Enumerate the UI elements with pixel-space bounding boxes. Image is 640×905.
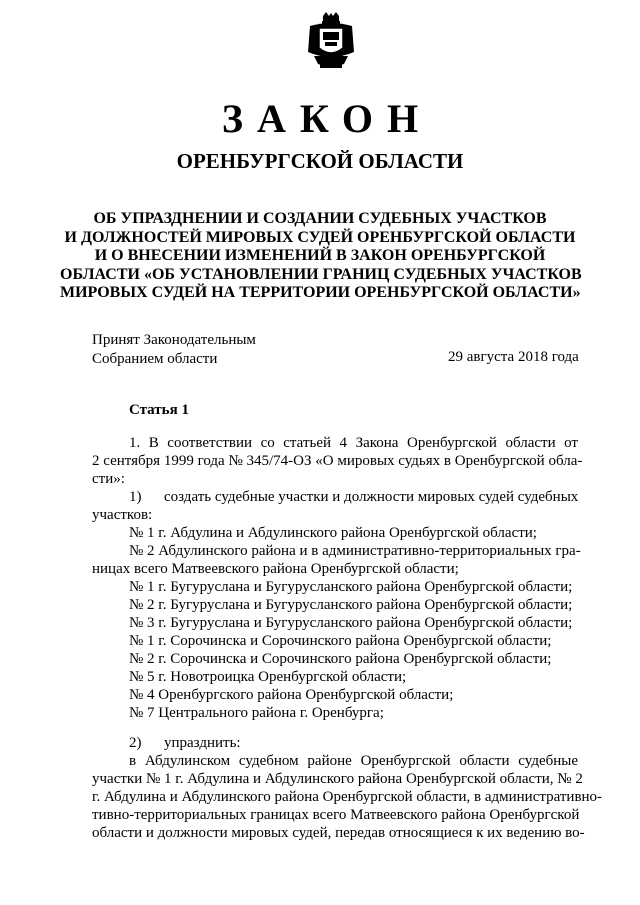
body-line: № 1 г. Абдулина и Абдулинского района Оренбургской области; xyxy=(129,525,537,541)
body-line: № 2 г. Сорочинска и Сорочинского района Оренбургской области; xyxy=(129,651,552,667)
body-line: № 1 г. Сорочинска и Сорочинского района Оренбургской области; xyxy=(129,633,552,649)
body-line: № 2 г. Бугуруслана и Бугурусланского района Оренбургской области; xyxy=(129,597,573,613)
adopted-date: 29 августа 2018 года xyxy=(448,349,579,365)
body-line: № 3 г. Бугуруслана и Бугурусланского района Оренбургской области; xyxy=(129,615,573,631)
subtitle-line: ОБЛАСТИ «ОБ УСТАНОВЛЕНИИ ГРАНИЦ СУДЕБНЫХ УЧАСТКОВ xyxy=(60,265,582,283)
subtitle-line: МИРОВЫХ СУДЕЙ НА ТЕРРИТОРИИ ОРЕНБУРГСКОЙ ОБЛАСТИ» xyxy=(60,284,581,301)
subtitle-line: И О ВНЕСЕНИИ ИЗМЕНЕНИЙ В ЗАКОН ОРЕНБУРГСКОЙ xyxy=(94,247,546,264)
adopted-line: Принят Законодательным xyxy=(92,332,256,348)
body-line: 2 сентября 1999 года № 345/74-ОЗ «О мировых судьях в Оренбургской обла- xyxy=(92,453,583,469)
subtitle-line: И ДОЛЖНОСТЕЙ МИРОВЫХ СУДЕЙ ОРЕНБУРГСКОЙ ОБЛАСТИ xyxy=(64,228,576,246)
body-line: сти»: xyxy=(92,471,125,487)
coat-of-arms-icon xyxy=(306,12,356,70)
body-line: 1. В соответствии со статьей 4 Закона Оренбургской области от xyxy=(129,435,578,451)
adopted-by xyxy=(92,331,256,368)
law-region: ОРЕНБУРГСКОЙ ОБЛАСТИ xyxy=(176,149,464,173)
body-line: 2) упразднить: xyxy=(129,735,241,751)
body-line: участки № 1 г. Абдулина и Абдулинского района Оренбургской области, № 2 xyxy=(92,771,583,787)
body-line: № 1 г. Бугуруслана и Бугурусланского района Оренбургской области; xyxy=(129,579,573,595)
body-line: тивно-территориальных границах всего Матвеевского района Оренбургской xyxy=(92,807,580,823)
law-subtitle xyxy=(60,210,580,303)
body-line: № 2 Абдулинского района и в административно-территориальных гра- xyxy=(129,543,581,559)
body-line: в Абдулинском судебном районе Оренбургской области судебные xyxy=(129,753,578,769)
subtitle-line: ОБ УПРАЗДНЕНИИ И СОЗДАНИИ СУДЕБНЫХ УЧАСТКОВ xyxy=(93,210,547,227)
body-line: участков: xyxy=(92,507,153,523)
article-heading: Статья 1 xyxy=(129,402,189,418)
adopted-line: Собранием области xyxy=(92,350,218,367)
body-line: г. Абдулина и Абдулинского района Оренбургской области, в административно- xyxy=(92,789,603,805)
body-line: области и должности мировых судей, передав относящиеся к их ведению во- xyxy=(92,825,585,841)
law-title: ЗАКОН xyxy=(221,96,433,141)
body-line: № 5 г. Новотроицка Оренбургской области; xyxy=(129,669,407,685)
body-line: 1) создать судебные участки и должности мировых судей судебных xyxy=(129,489,579,505)
body-line: № 4 Оренбургского района Оренбургской области; xyxy=(129,687,454,703)
body-line: № 7 Центрального района г. Оренбурга; xyxy=(129,705,384,721)
body-line: ницах всего Матвеевского района Оренбургской области; xyxy=(92,561,459,577)
